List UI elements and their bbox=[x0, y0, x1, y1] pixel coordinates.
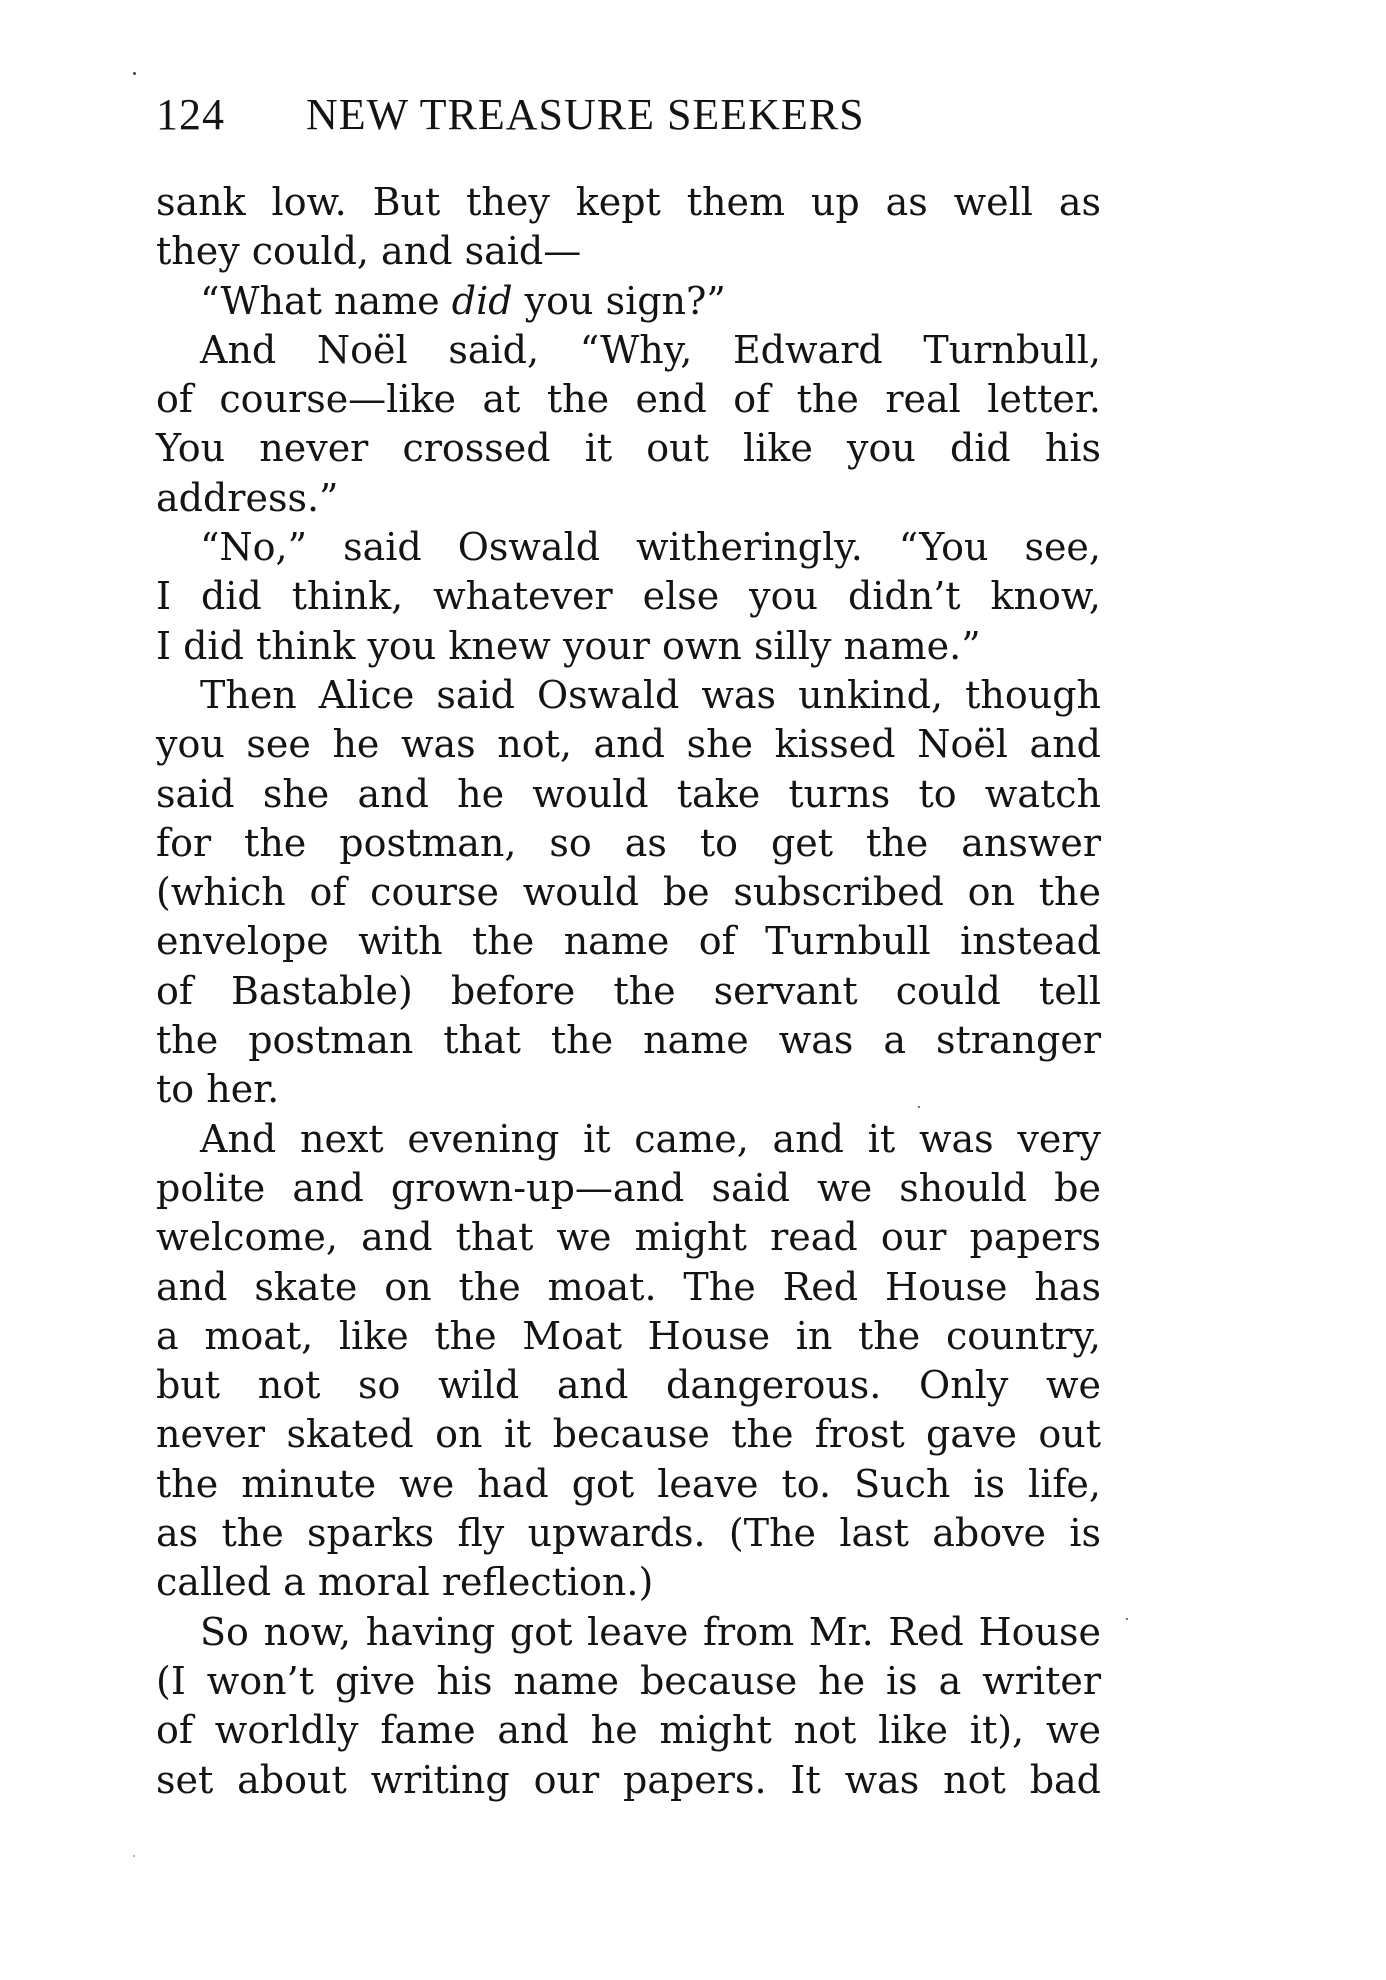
text-line: sank low. But they kept them up as well as bbox=[156, 180, 1101, 224]
text-line: a moat, like the Moat House in the country, bbox=[156, 1313, 1101, 1358]
text-line: said she and he would take turns to watch bbox=[156, 771, 1101, 816]
scan-speck bbox=[133, 1855, 135, 1857]
text-line: but not so wild and dangerous. Only we bbox=[156, 1363, 1101, 1408]
page-number: 124 bbox=[156, 89, 225, 139]
text-line: So now, having got leave from Mr. Red House bbox=[200, 1609, 1101, 1654]
text-line: envelope with the name of Turnbull instead bbox=[156, 919, 1101, 964]
text-line: of worldly fame and he might not like it), we bbox=[156, 1708, 1101, 1753]
text-line: set about writing our papers. It was not bad bbox=[156, 1757, 1101, 1802]
text-line: of course—like at the end of the real letter. bbox=[156, 377, 1101, 422]
text-line: never skated on it because the frost gave out bbox=[156, 1412, 1101, 1457]
text-line: of Bastable) before the servant could tell bbox=[156, 968, 1101, 1013]
book-title: NEW TREASURE SEEKERS bbox=[306, 89, 865, 139]
text-line: the postman that the name was a stranger bbox=[156, 1018, 1101, 1063]
text-line: I did think, whatever else you didn’t know, bbox=[156, 574, 1101, 619]
text-line: “No,” said Oswald witheringly. “You see, bbox=[200, 525, 1101, 570]
text-line: you see he was not, and she kissed Noël and bbox=[156, 722, 1101, 767]
scan-speck bbox=[1126, 1618, 1128, 1620]
text-line: to her. bbox=[156, 1067, 280, 1112]
emphasized-word: did bbox=[451, 278, 513, 323]
text-line: and skate on the moat. The Red House has bbox=[156, 1264, 1101, 1309]
text-line bbox=[156, 277, 1101, 326]
text-line: called a moral reflection.) bbox=[156, 1560, 654, 1605]
running-head bbox=[156, 84, 1096, 144]
text-line: address.” bbox=[156, 475, 339, 520]
text-segment: “What name bbox=[200, 278, 440, 323]
text-line: I did think you knew your own silly name.” bbox=[156, 623, 981, 668]
body-text bbox=[156, 178, 1101, 1805]
text-line: Then Alice said Oswald was unkind, though bbox=[200, 672, 1101, 717]
text-segment: you sign?” bbox=[524, 278, 726, 323]
text-line: polite and grown-up—and said we should be bbox=[156, 1165, 1101, 1210]
text-line: welcome, and that we might read our papers bbox=[156, 1215, 1101, 1260]
text-line: as the sparks fly upwards. (The last above is bbox=[156, 1511, 1101, 1556]
text-line: they could, and said— bbox=[156, 229, 582, 274]
text-line: (I won’t give his name because he is a writer bbox=[156, 1658, 1101, 1703]
text-line: (which of course would be subscribed on the bbox=[156, 870, 1101, 915]
text-line: You never crossed it out like you did his bbox=[156, 426, 1101, 471]
scan-speck bbox=[918, 1106, 920, 1108]
text-line: for the postman, so as to get the answer bbox=[156, 820, 1101, 865]
text-line: the minute we had got leave to. Such is life, bbox=[156, 1461, 1101, 1506]
text-line: And next evening it came, and it was very bbox=[200, 1116, 1101, 1161]
text-line: And Noël said, “Why, Edward Turnbull, bbox=[200, 327, 1101, 372]
scan-speck bbox=[133, 72, 136, 75]
